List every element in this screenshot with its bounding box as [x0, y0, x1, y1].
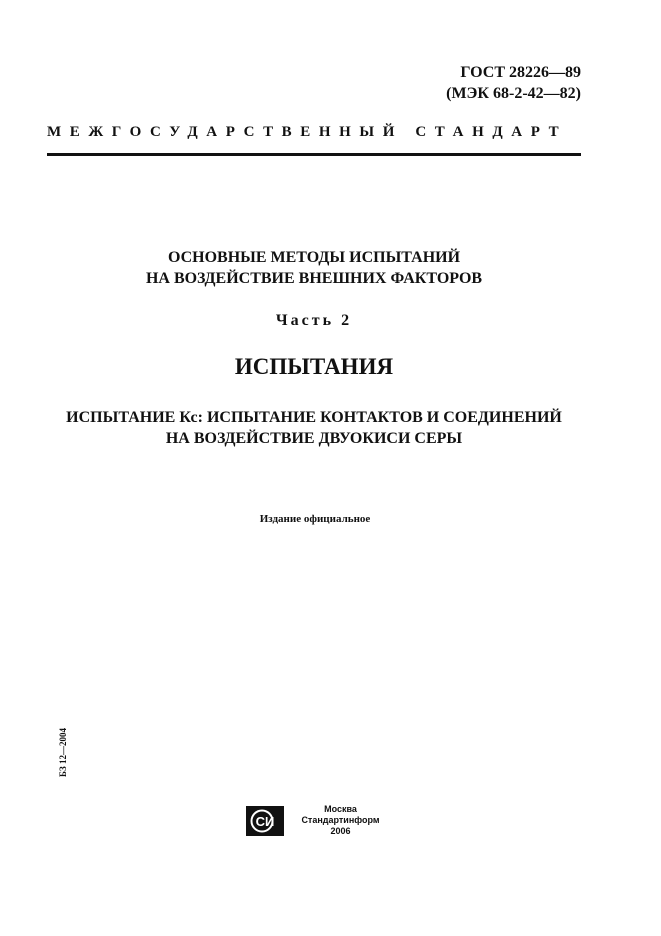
side-mark: БЗ 12—2004 — [58, 728, 68, 777]
main-title — [47, 247, 581, 289]
publisher-block — [298, 804, 383, 837]
section-title: ИСПЫТАНИЯ — [234, 354, 394, 379]
main-title-line-2: НА ВОЗДЕЙСТВИЕ ВНЕШНИХ ФАКТОРОВ — [145, 270, 483, 287]
gost-number: ГОСТ 28226—89 — [460, 64, 581, 81]
header-divider — [47, 153, 581, 156]
standartinform-logo-icon — [245, 805, 285, 837]
publisher-name: Стандартинформ — [301, 815, 380, 825]
test-title-line-1: ИСПЫТАНИЕ Кс: ИСПЫТАНИЕ КОНТАКТОВ И СОЕДИНЕНИЙ — [66, 409, 562, 426]
edition-label: Издание официальное — [259, 513, 371, 525]
standard-type-heading: МЕЖГОСУДАРСТВЕННЫЙ СТАНДАРТ — [47, 124, 568, 140]
iec-number: (МЭК 68-2-42—82) — [446, 85, 581, 102]
logo-letters: СИ — [255, 814, 275, 829]
document-code — [446, 62, 581, 104]
publisher-city: Москва — [324, 804, 357, 814]
main-title-line-1: ОСНОВНЫЕ МЕТОДЫ ИСПЫТАНИЙ — [167, 249, 461, 266]
test-title — [47, 407, 581, 449]
test-title-line-2: НА ВОЗДЕЙСТВИЕ ДВУОКИСИ СЕРЫ — [165, 430, 463, 447]
publisher-year: 2006 — [330, 826, 351, 836]
part-label: Часть 2 — [275, 312, 353, 329]
